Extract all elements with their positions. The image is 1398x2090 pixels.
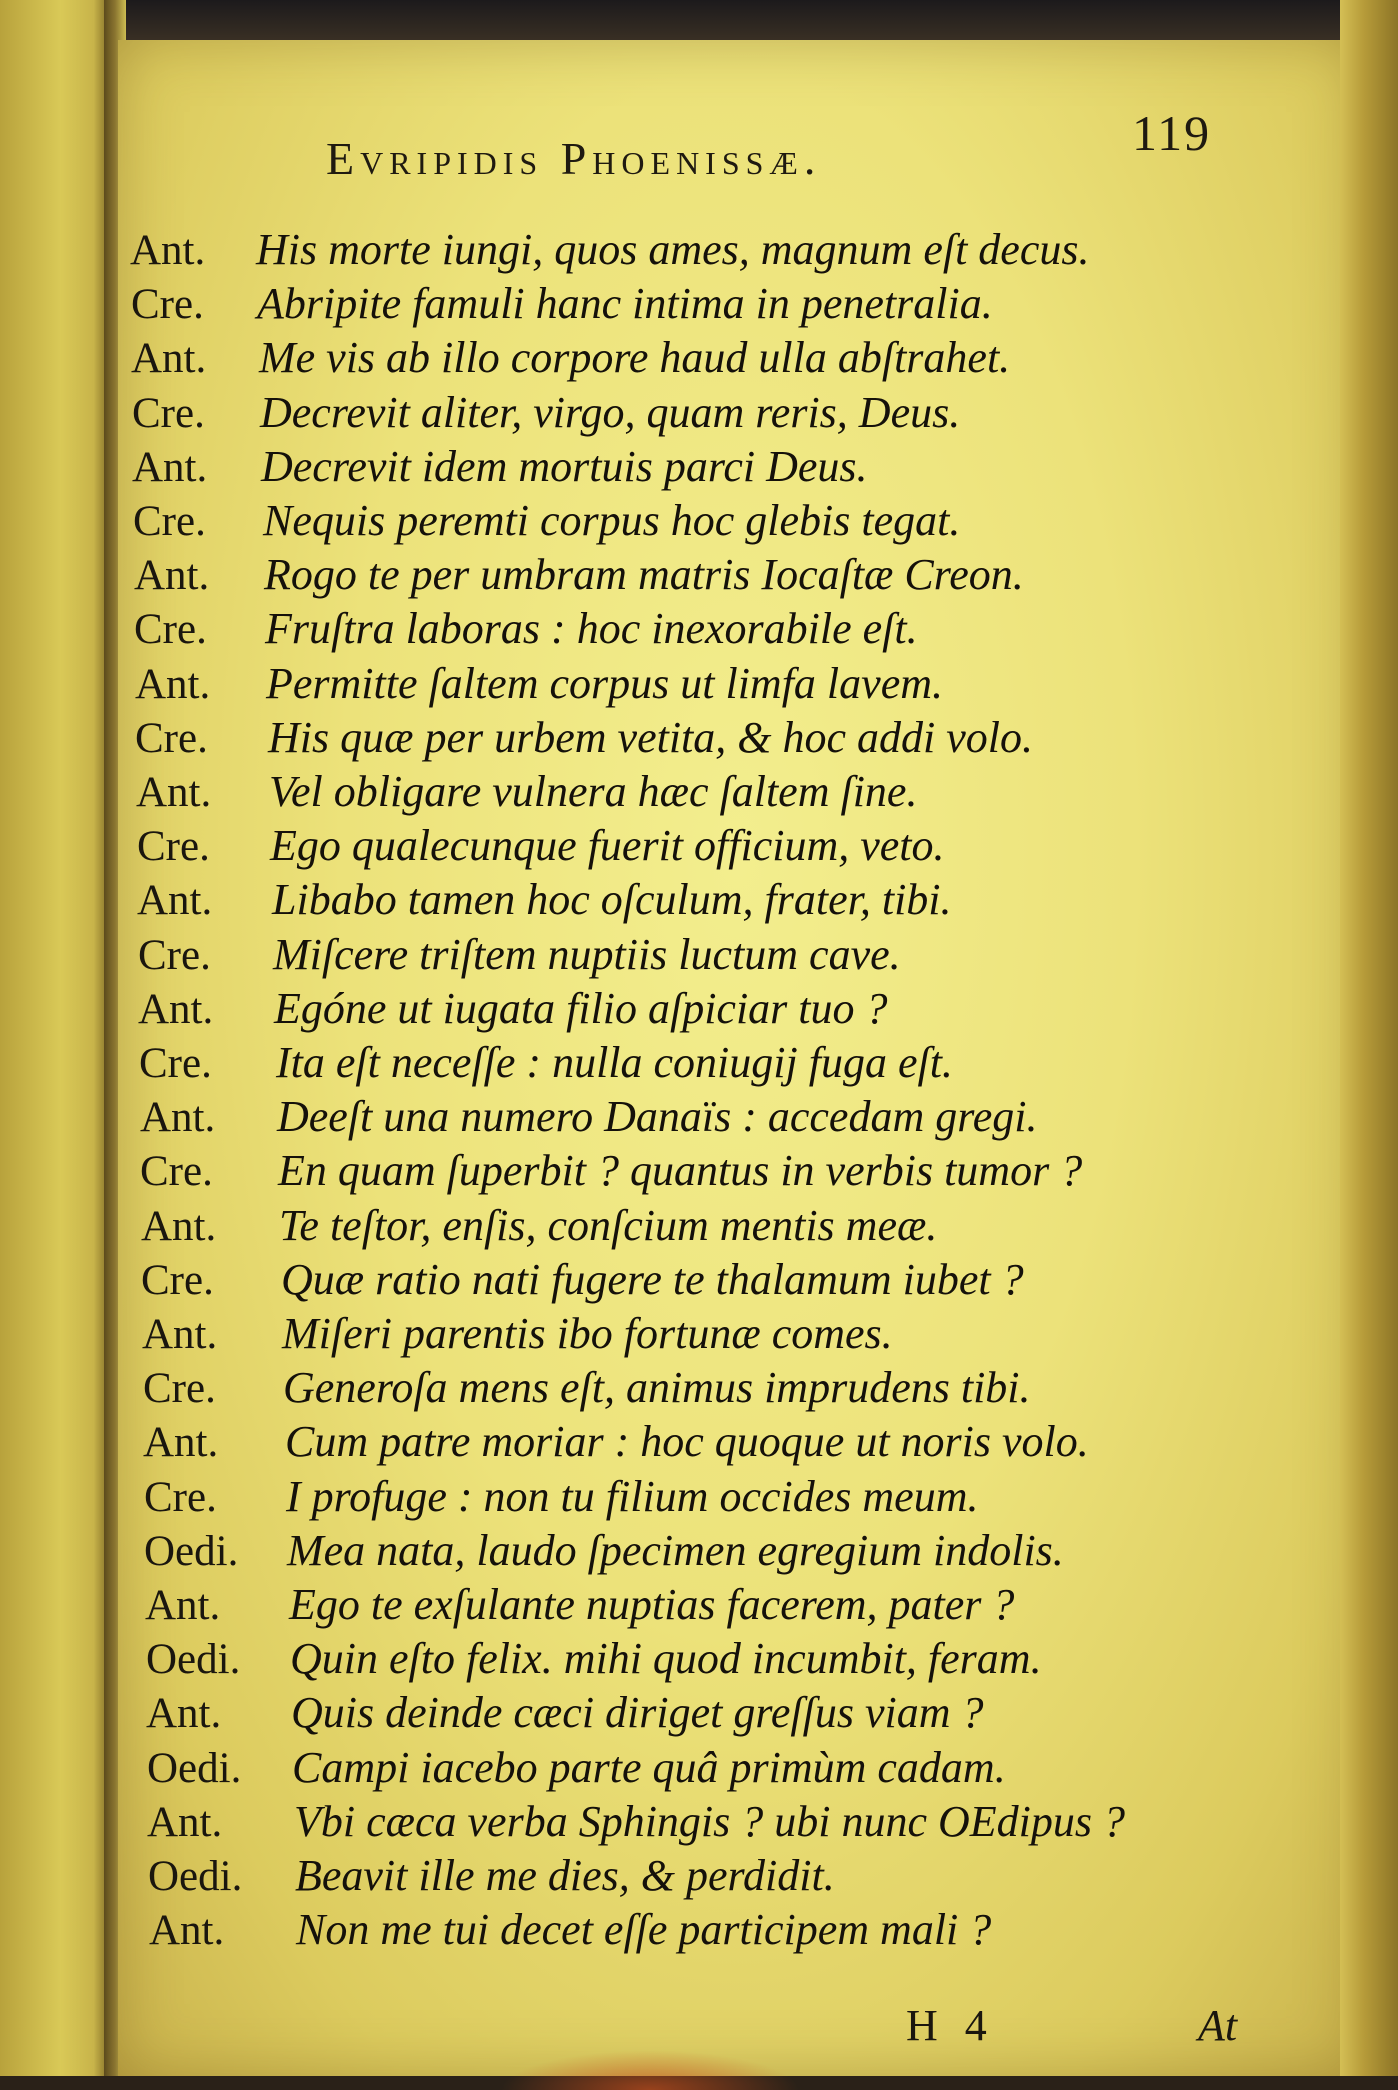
speaker-label: Cre. [144,1473,217,1521]
speaker-label: Cre. [141,1256,214,1304]
signature-mark: H 4 [906,2001,995,2050]
speaker-label: Ant. [141,1202,217,1250]
speaker-label: Ant. [145,1582,221,1629]
catchword: At [1198,2001,1238,2050]
speaker-label: Ant. [134,552,210,600]
verse-line: En quam ſuperbit ? quantus in verbis tumor ? [278,1146,1083,1196]
speaker-label: Cre. [131,281,204,329]
speaker-label: Oedi. [147,1744,242,1792]
speaker-label: Cre. [138,931,211,979]
verse-line: Campi iacebo parte quâ primùm cadam. [292,1742,1006,1792]
page-number: 119 [1132,105,1212,161]
verse-line: Ego te exſulante nuptias facerem, pater ? [289,1580,1015,1629]
verse-line: Cum patre moriar : hoc quoque ut noris volo. [285,1417,1089,1467]
speaker-label: Oedi. [146,1636,241,1684]
verse-line: Libabo tamen hoc oſculum, frater, tibi. [272,875,952,925]
verse-line: Non me tui decet eſſe participem mali ? [296,1905,992,1955]
verse-line: Nequis peremti corpus hoc glebis tegat. [263,496,961,545]
verse-line: I profuge : non tu filium occides meum. [286,1471,979,1521]
verse-line: Generoſa mens eſt, animus imprudens tibi. [283,1363,1031,1413]
verse-line: Quæ ratio nati fugere te thalamum iubet ? [281,1254,1024,1304]
speaker-label: Ant. [132,443,208,491]
speaker-label: Cre. [132,389,205,437]
speaker-label: Ant. [135,660,211,708]
verse-line: Abripite famuli hanc intima in penetralia. [257,279,993,329]
verse-line: Vbi cæca verba Sphingis ? ubi nunc OEdipus ? [294,1796,1126,1846]
verse-line: Te teſtor, enſis, conſcium mentis meæ. [279,1200,938,1250]
verse-line: Egóne ut iugata filio aſpiciar tuo ? [274,983,888,1033]
speaker-label: Cre. [133,498,206,545]
verse-line: Ego qualecunque fuerit officium, veto. [270,821,945,871]
speaker-label: Ant. [146,1690,222,1738]
verse-line: His quæ per urbem vetita, & hoc addi volo. [268,712,1034,762]
verse-line: Quin eſto felix. mihi quod incumbit, feram. [290,1634,1042,1684]
speaker-label: Ant. [142,1311,218,1358]
verse-line: Decrevit aliter, virgo, quam reris, Deus. [260,387,961,437]
speaker-label: Ant. [130,227,206,274]
speaker-label: Ant. [137,877,213,925]
verse-line: Me vis ab illo corpore haud ulla abſtrahet. [259,333,1011,383]
verse-line: Deeſt una numero Danaïs : accedam gregi. [277,1092,1038,1142]
verse-line: Ita eſt neceſſe : nulla coniugij fuga eſt. [276,1038,953,1087]
speaker-label: Cre. [135,714,208,762]
speaker-label: Cre. [140,1148,213,1196]
speaker-label: Cre. [143,1365,216,1413]
verse-line: Vel obligare vulnera hæc ſaltem ſine. [269,767,918,816]
verse-line: Quis deinde cæci diriget greſſus viam ? [291,1688,984,1738]
speaker-label: Ant. [143,1419,219,1467]
verse-line: Rogo te per umbram matris Iocaſtæ Creon. [264,550,1024,600]
speaker-label: Ant. [149,1907,225,1955]
facing-page-edge [0,0,110,2076]
speaker-label: Cre. [139,1040,212,1087]
verse-line: His morte iungi, quos ames, magnum eſt decus. [256,225,1090,274]
speaker-label: Ant. [147,1798,223,1846]
speaker-label: Cre. [134,606,207,654]
speaker-label: Ant. [140,1094,216,1142]
verse-line: Fruſtra laboras : hoc inexorabile eſt. [265,604,918,654]
verse-line: Decrevit idem mortuis parci Deus. [261,441,868,491]
verse-line: Miſeri parentis ibo fortunæ comes. [282,1309,893,1358]
verse-line: Beavit ille me dies, & perdidit. [295,1851,835,1900]
speaker-label: Ant. [136,769,212,816]
speaker-label: Cre. [137,823,210,871]
page-edge-right [1340,0,1398,2076]
verse-line: Miſcere triſtem nuptiis luctum cave. [273,929,901,979]
running-head: Evripidis Phoenissæ. [326,133,822,184]
speaker-label: Ant. [138,985,214,1033]
verse-line: Permitte ſaltem corpus ut limfa lavem. [266,658,943,708]
verse-line: Mea nata, laudo ſpecimen egregium indolis. [287,1525,1064,1575]
speaker-label: Oedi. [144,1527,239,1575]
speaker-label: Ant. [131,335,207,383]
speaker-label: Oedi. [148,1853,243,1900]
finger-shadow [500,2050,800,2090]
